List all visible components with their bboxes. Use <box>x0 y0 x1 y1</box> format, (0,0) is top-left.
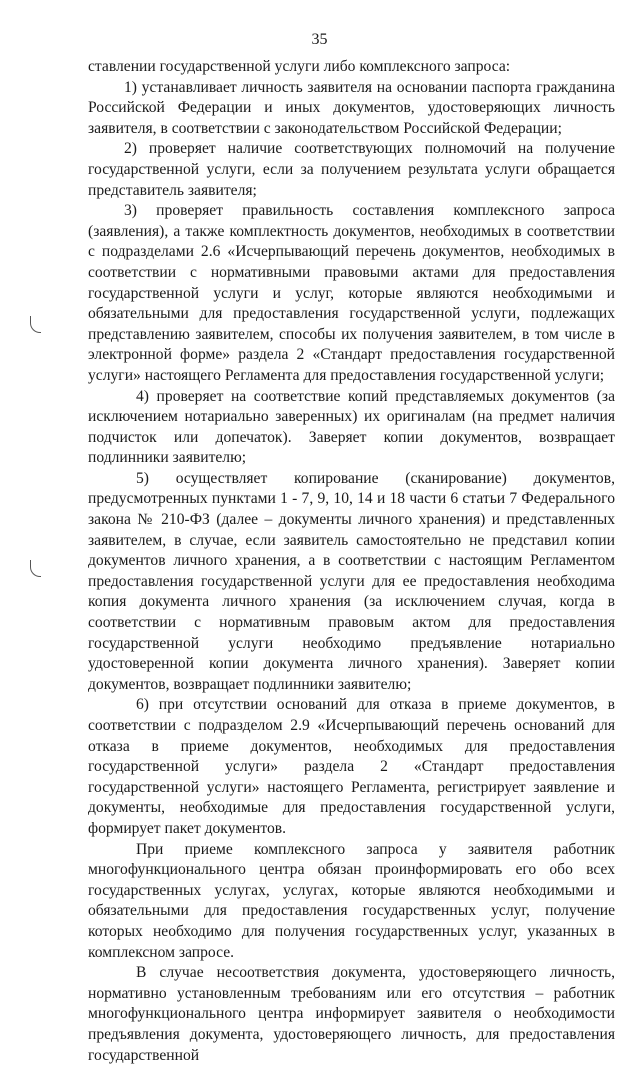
list-item-3: 3) проверяет правильность составления комплексного запроса (заявления), а также комплектность документов, необходимых в соответствии с подразделами 2.6 «Исчерпывающий перечень документов, необходимых в соответствии с нормативными правовыми актами для предоставления государственной услуги и услуг, которые являются необходимыми и обязательными для предоставления государственной услуги, подлежащих представлению заявителем, способы их получения заявителем, в том числе в электронной форме» раздела 2 «Стандарт предоставления государственной услуги» настоящего Регламента для предоставления государственной услуги; <box>88 202 615 384</box>
margin-bracket-mark <box>30 560 41 577</box>
page-number: 35 <box>311 31 328 48</box>
list-item-1: 1) устанавливает личность заявителя на основании паспорта гражданина Российской Федерации и иных документов, удостоверяющих личность заявителя, в соответствии с законодательством Российской Федерации; <box>88 78 615 137</box>
paragraph-complex-request: При приеме комплексного запроса у заявителя работник многофункционального центра обязан проинформировать его обо всех государственных услугах, услугах, которые являются необходимыми и обязательными для предоставления государственных услуг, получение которых необходимо для получения государственных услуг, указанных в комплексном запросе. <box>88 840 615 961</box>
list-item-4: 4) проверяет на соответствие копий представляемых документов (за исключением нотариально заверенных) их оригиналам (на предмет наличия подчисток или допечаток). Заверяет копии документов, возвращает подлинники заявителю; <box>88 387 615 467</box>
list-item-6: 6) при отсутствии оснований для отказа в приеме документов, в соответствии с подразделом 2.9 «Исчерпывающий перечень оснований для отказа в приеме документов, необходимых для предоставления государственной услуги» раздела 2 «Стандарт предоставления государственной услуги» настоящего Регламента, регистрирует заявление и документы, необходимые для предоставления государственной услуги, формирует пакет документов. <box>88 696 615 837</box>
paragraph-document-mismatch: В случае несоответствия документа, удостоверяющего личность, нормативно установленным требованиям или его отсутствия – работник многофункционального центра информирует заявителя о необходимости предъявления документа, удостоверяющего личность, для предоставления государственной <box>88 964 615 1064</box>
list-item-2: 2) проверяет наличие соответствующих полномочий на получение государственной услуги, если за получением результата услуги обращается представитель заявителя; <box>88 140 615 199</box>
paragraph-continuation: ставлении государственной услуги либо комплексного запроса: <box>88 58 511 75</box>
margin-bracket-mark <box>30 316 41 333</box>
document-body <box>88 57 615 1066</box>
list-item-5: 5) осуществляет копирование (сканирование) документов, предусмотренных пунктами 1 - 7, 9, 10, 14 и 18 части 6 статьи 7 Федерального закона № 210-ФЗ (далее – документы личного хранения) и представленных заявителем, в случае, если заявитель самостоятельно не представил копии документов личного хранения, а в соответствии с настоящим Регламентом предоставления государственной услуги для ее предоставления необходима копия документа личного хранения (за исключением случая, когда в соответствии с нормативным правовым актом для предоставления государственной услуги необходимо предъявление нотариально удостоверенной копии документа личного хранения). Заверяет копии документов, возвращает подлинники заявителю; <box>88 469 615 693</box>
